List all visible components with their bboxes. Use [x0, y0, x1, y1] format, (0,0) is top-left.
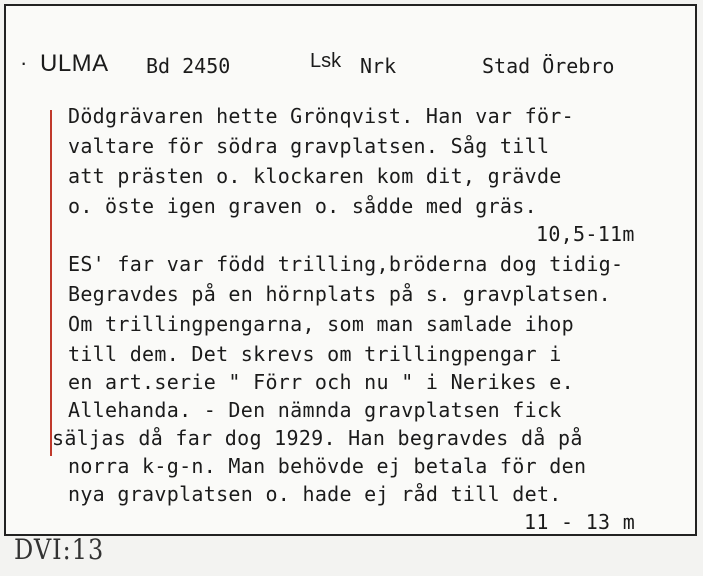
text-line: norra k-g-n. Man behövde ej betala för den [68, 454, 587, 478]
text-line: Begravdes på en hörnplats på s. gravplatsen. [68, 282, 612, 306]
card-body [6, 6, 695, 534]
header-name: ULMA [40, 50, 109, 77]
text-line: Allehanda. - Den nämnda gravplatsen fick [68, 398, 562, 422]
measurement: 10,5-11m [536, 222, 635, 246]
text-line: ES' far var född trilling,bröderna dog tidig- [68, 252, 624, 276]
text-line: säljas då far dog 1929. Han begravdes då på [52, 426, 583, 450]
header-place: Stad Örebro [482, 54, 615, 78]
header-lsk: Lsk [310, 50, 342, 72]
text-line: valtare för södra gravplatsen. Såg till [68, 134, 550, 158]
header-bullet: · [20, 50, 28, 75]
text-line: att prästen o. klockaren kom dit, grävde [68, 164, 562, 188]
text-line: till dem. Det skrevs om trillingpengar i [68, 342, 562, 366]
measurement: 11 - 13 m [524, 510, 636, 534]
header-nrk: Nrk [360, 54, 397, 78]
text-line: nya gravplatsen o. hade ej råd till det. [68, 482, 562, 506]
text-line: Om trillingpengarna, som man samlade ihop [68, 312, 574, 336]
text-line: en art.serie " Förr och nu " i Nerikes e. [68, 370, 574, 394]
archive-signature: DVI:13 [14, 533, 105, 567]
text-line: Dödgrävaren hette Grönqvist. Han var för- [68, 104, 574, 128]
header-code: Bd 2450 [146, 54, 231, 78]
text-line: o. öste igen graven o. sådde med gräs. [68, 194, 537, 218]
archive-card [4, 4, 697, 536]
